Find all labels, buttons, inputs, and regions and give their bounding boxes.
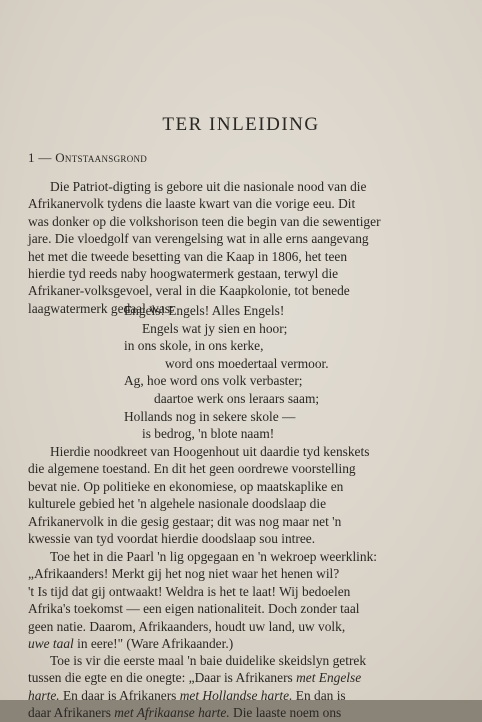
text-span: En dan is [292, 687, 346, 703]
text-line: Toe is vir die eerste maal 'n baie duidelike skeidslyn getrek [50, 653, 367, 668]
italic-text: met Afrikaanse harte. [114, 705, 230, 721]
poem-line: Engels! Engels! Alles Engels! [124, 303, 285, 318]
paragraph-1 [28, 178, 440, 317]
paragraph-2 [28, 443, 440, 547]
text-line: Hierdie noodkreet van Hoogenhout uit daardie tyd kenskets [50, 444, 370, 459]
text-line: laagwatermerk gedaal was: [28, 300, 174, 316]
poem-line: is bedrog, 'n blote naam! [142, 426, 275, 442]
text-line [28, 704, 440, 721]
text-line: kulturele gebied het 'n algehele nasionale doodslaap die [28, 496, 327, 512]
text-line: Afrikanervolk tydens die laaste kwart van die vorige eeu. Dit [28, 196, 356, 212]
text-line: het met die tweede besetting van die Kaap in 1806, het teen [28, 248, 348, 264]
text-line: Die Patriot-digting is gebore uit die nasionale nood van die [50, 179, 367, 194]
text-line: Afrika's toekomst — een eigen nationaliteit. Doch zonder taal [28, 601, 360, 617]
section-number: 1 — [28, 150, 52, 165]
poem-line: Engels wat jy sien en hoor; [142, 320, 288, 336]
text-line: „Afrikaanders! Merkt gij het nog niet waar het henen wil? [28, 566, 340, 582]
text-span: in eere!" (Ware Afrikaander.) [73, 636, 234, 652]
text-line [28, 687, 440, 704]
text-line: geen natie. Daarom, Afrikaanders, houdt uw land, uw volk, [28, 618, 346, 634]
text-line: die algemene toestand. En dit het geen oordrewe voorstelling [28, 461, 356, 477]
text-line: jare. Die vloedgolf van verengelsing wat in alle erns aangevang [28, 231, 369, 247]
section-name: Ontstaansgrond [55, 150, 148, 165]
section-heading [28, 150, 147, 166]
poem-line: word ons moedertaal vermoor. [165, 355, 329, 371]
text-line: Toe het in die Paarl 'n lig opgegaan en 'n wekroep weerklink: [50, 549, 378, 564]
italic-text: harte. [28, 687, 60, 703]
poem-line: Ag, hoe word ons volk verbaster; [124, 373, 303, 389]
paragraph-4 [28, 652, 440, 722]
text-line [28, 669, 440, 686]
text-line: Afrikanervolk in die gesig gestaar; dit was nog maar net 'n [28, 513, 342, 529]
poem-line: daartoe werk ons leraars saam; [154, 390, 320, 406]
text-line [28, 635, 440, 652]
text-line: kwessie van tyd voordat hierdie doodslaap sou intree. [28, 531, 316, 547]
italic-text: uwe taal [28, 636, 74, 652]
text-span: En daar is Afrikaners [59, 687, 180, 703]
text-span: tussen die egte en die onegte: „Daar is Afrikaners [28, 670, 297, 686]
paragraph-3 [28, 548, 440, 652]
italic-text: met Engelse [296, 670, 362, 686]
text-line: 't Is tijd dat gij ontwaakt! Weldra is het te laat! Wij bedoelen [28, 583, 351, 599]
chapter-title: TER INLEIDING [162, 114, 320, 135]
text-span: daar Afrikaners [28, 705, 115, 721]
text-span: Die laaste noem ons [229, 705, 342, 721]
text-line: bevat nie. Op politieke en ekonomiese, op maatskaplike en [28, 478, 344, 494]
text-line: Afrikaner-volksgevoel, veral in die Kaapkolonie, tot benede [28, 283, 350, 299]
poem-line: Hollands nog in sekere skole — [124, 408, 296, 424]
text-line: was donker op die volkshorison teen die begin van die sewentiger [28, 213, 381, 229]
italic-text: met Hollandse harte. [179, 687, 293, 703]
poem-quote [124, 302, 329, 443]
text-line: hierdie tyd reeds naby hoogwatermerk gestaan, terwyl die [28, 266, 339, 282]
poem-line: in ons skole, in ons kerke, [124, 338, 264, 354]
